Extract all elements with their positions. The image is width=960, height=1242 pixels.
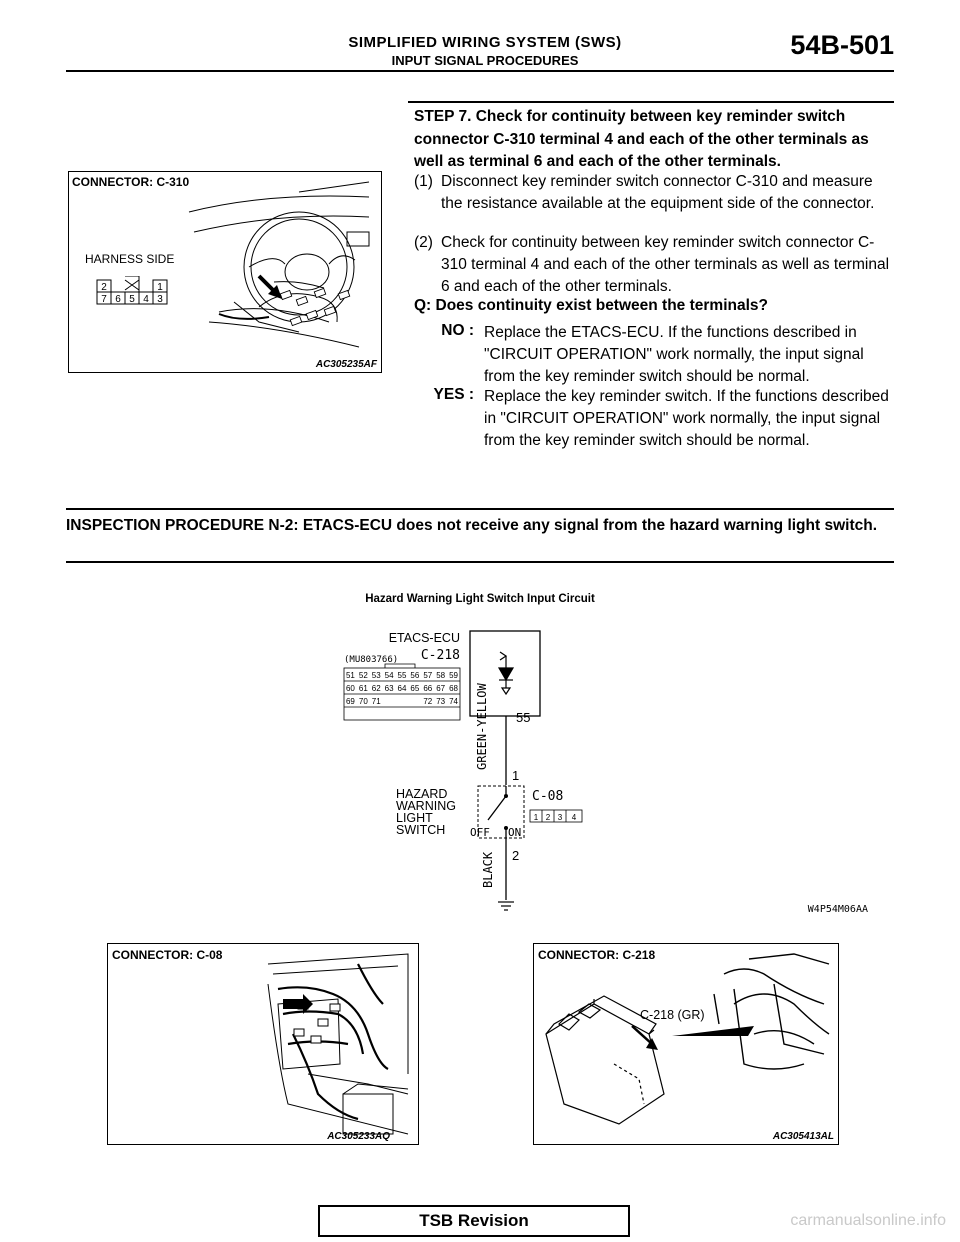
- step-heading: STEP 7. Check for continuity between key reminder switch connector C-310 terminal 4 and each of the other terminals as well as terminal 6 and each of the other terminals.: [414, 108, 869, 170]
- inspection-heading: INSPECTION PROCEDURE N-2: ETACS-ECU does not receive any signal from the hazard warning light switch.: [66, 517, 878, 534]
- switch-pin: 3: [557, 813, 563, 822]
- wire-color-top: GREEN-YELLOW: [475, 683, 489, 770]
- connector-label: CONNECTOR: C-08: [112, 948, 223, 962]
- ecu-pin-label: 64: [397, 684, 407, 693]
- ecu-pin-label: 72: [423, 697, 433, 706]
- answer-yes-text: Replace the key reminder switch. If the functions described in "CIRCUIT OPERATION" work normally, the input signal from the key reminder switch should be normal.: [484, 388, 889, 449]
- switch-name-line: SWITCH: [396, 823, 446, 837]
- ecu-pin-label: 54: [384, 671, 394, 680]
- ecu-pin-label: 52: [358, 671, 368, 680]
- figure-connector-c218: [533, 943, 839, 1145]
- wire-color-bottom: BLACK: [481, 851, 495, 888]
- switch-pin: 1: [533, 813, 539, 822]
- ecu-part: (MU803766): [344, 655, 399, 665]
- harness-side-label: HARNESS SIDE: [85, 252, 175, 266]
- dashboard-drawing: [108, 944, 418, 1144]
- ecu-pin-label: 67: [436, 684, 446, 693]
- ecu-pin-label: 55: [397, 671, 407, 680]
- callout-c218: C-218 (GR): [640, 1008, 705, 1022]
- ground-symbol: [498, 902, 514, 910]
- ecu-pin-label: 56: [410, 671, 420, 680]
- pin-label: 2: [101, 282, 107, 293]
- switch-name-line: WARNING: [396, 799, 456, 813]
- ecu-pin-label: 51: [345, 671, 355, 680]
- pin-55: 55: [516, 710, 531, 725]
- step-item-number: (2): [414, 234, 433, 251]
- switch-name-line: LIGHT: [396, 811, 433, 825]
- ecu-pin-label: 57: [423, 671, 433, 680]
- figure-connector-c08: [107, 943, 419, 1145]
- circuit-diagram: [330, 610, 890, 930]
- circuit-code: W4P54M06AA: [807, 904, 868, 915]
- switch-name-line: HAZARD: [396, 787, 448, 801]
- ecu-pin-label: 65: [410, 684, 420, 693]
- header-rule: [66, 70, 894, 72]
- pin-label: 1: [157, 282, 163, 293]
- figure-code: AC305233AQ: [327, 1131, 390, 1142]
- section-title: SIMPLIFIED WIRING SYSTEM (SWS): [348, 34, 622, 51]
- ecu-pin-label: 63: [384, 684, 394, 693]
- inspection-rule-top: [66, 508, 894, 510]
- ecu-pin-label: 70: [358, 697, 368, 706]
- pin-label: 6: [115, 294, 121, 305]
- figure-connector-c310: [68, 171, 382, 373]
- ecu-name: ETACS-ECU: [388, 631, 460, 645]
- ecu-connector: C-218: [420, 648, 460, 663]
- pin-label: 3: [157, 294, 163, 305]
- connector-label: CONNECTOR: C-218: [538, 948, 656, 962]
- tsb-revision: TSB Revision: [318, 1205, 630, 1237]
- connector-label: CONNECTOR: C-310: [72, 175, 190, 189]
- ecu-location-drawing: [534, 944, 838, 1144]
- pin-2: 2: [512, 848, 520, 863]
- ecu-pin-label: 74: [449, 697, 459, 706]
- switch-off-label: OFF: [470, 826, 490, 839]
- ecu-pin-label: 59: [449, 671, 459, 680]
- figure-code: AC305413AL: [772, 1131, 834, 1142]
- ecu-pin-label: 69: [345, 697, 355, 706]
- switch-pin: 4: [571, 813, 577, 822]
- pin-label: 5: [129, 294, 135, 305]
- step-item-text: Check for continuity between key reminder switch connector C-310 terminal 4 and each of the other terminals as well as terminal 6 and each of the other terminals.: [441, 234, 890, 295]
- answer-no-text: Replace the ETACS-ECU. If the functions described in "CIRCUIT OPERATION" work normally, the input signal from the key reminder switch should be normal.: [484, 324, 864, 385]
- switch-connector: C-08: [532, 789, 564, 804]
- ecu-pin-label: 53: [371, 671, 381, 680]
- step-rule: [408, 101, 894, 103]
- ecu-pin-label: 71: [371, 697, 381, 706]
- ecu-pin-label: 61: [358, 684, 368, 693]
- circuit-title: Hazard Warning Light Switch Input Circuit: [365, 593, 595, 605]
- section-subtitle: INPUT SIGNAL PROCEDURES: [391, 53, 579, 68]
- steering-column-drawing: [69, 172, 381, 372]
- step-item-number: (1): [414, 173, 433, 190]
- pin-label: 4: [143, 294, 149, 305]
- question: Q: Does continuity exist between the terminals?: [414, 297, 768, 314]
- watermark: carmanualsonline.info: [790, 1212, 946, 1229]
- ecu-pin-label: 68: [449, 684, 459, 693]
- answer-no-label: NO :: [441, 322, 474, 339]
- ecu-pin-label: 60: [345, 684, 355, 693]
- switch-pin: 2: [545, 813, 551, 822]
- page-number: 54B-501: [790, 30, 894, 60]
- ecu-pin-label: 62: [371, 684, 381, 693]
- ecu-pin-label: 66: [423, 684, 433, 693]
- ecu-pin-label: 58: [436, 671, 446, 680]
- c310-pinout: [95, 276, 195, 312]
- inspection-rule-bottom: [66, 561, 894, 563]
- answer-yes-label: YES :: [433, 386, 474, 403]
- pin-label: 7: [101, 294, 107, 305]
- ecu-pin-label: 73: [436, 697, 446, 706]
- pin-1: 1: [512, 768, 520, 783]
- switch-on-label: ON: [508, 826, 522, 839]
- figure-code: AC305235AF: [315, 359, 377, 370]
- step-item-text: Disconnect key reminder switch connector C-310 and measure the resistance available at the equipment side of the connector.: [441, 173, 875, 212]
